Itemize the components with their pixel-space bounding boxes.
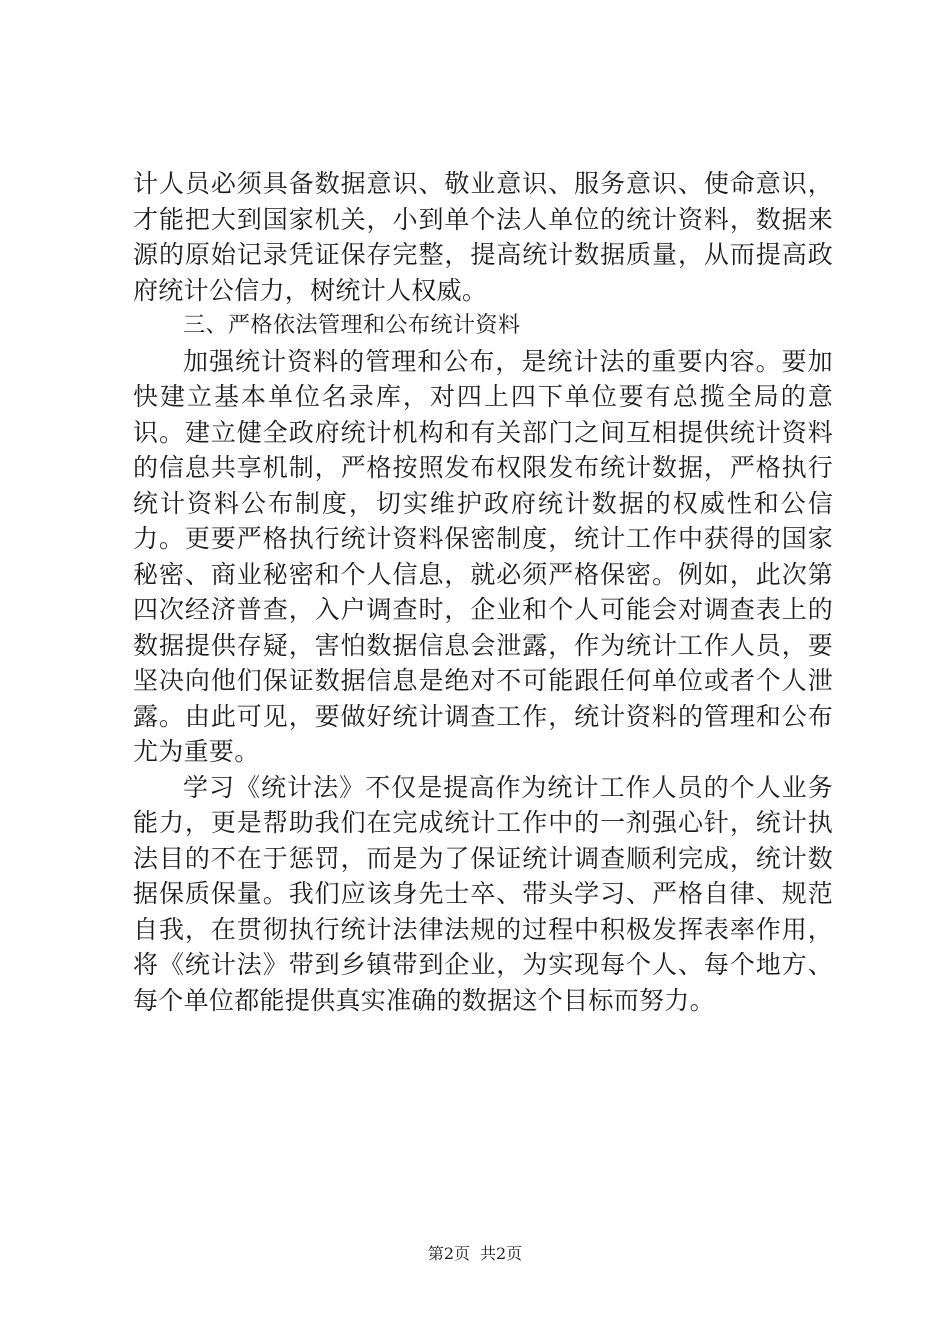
page-footer: [0, 1243, 950, 1265]
section-heading: 三、严格依法管理和公布统计资料: [183, 313, 521, 338]
document-body: [133, 166, 833, 1018]
paragraph-body: 加强统计资料的管理和公布，是统计法的重要内容。要加快建立基本单位名录库，对四上四下单位要有总揽全局的意识。建立健全政府统计机构和有关部门之间互相提供统计资料的信息共享机制，严格按照发布权限发布统计数据，严格执行统计资料公布制度，切实维护政府统计数据的权威性和公信力。更要严格执行统计资料保密制度，统计工作中获得的国家秘密、商业秘密和个人信息，就必须严格保密。例如，此次第四次经济普查，入户调查时，企业和个人可能会对调查表上的数据提供存疑，害怕数据信息会泄露，作为统计工作人员，要坚决向他们保证数据信息是绝对不可能跟任何单位或者个人泄露。由此可见，要做好统计调查工作，统计资料的管理和公布尤为重要。: [133, 346, 833, 766]
page-number: 第2页: [427, 1244, 470, 1263]
paragraph-continuation: 计人员必须具备数据意识、敬业意识、服务意识、使命意识，才能把大到国家机关，小到单个法人单位的统计资料，数据来源的原始记录凭证保存完整，提高统计数据质量，从而提高政府统计公信力，树统计人权威。: [133, 169, 833, 305]
page-total: 共2页: [480, 1244, 523, 1263]
paragraph-body: 学习《统计法》不仅是提高作为统计工作人员的个人业务能力，更是帮助我们在完成统计工作中的一剂强心针，统计执法目的不在于惩罚，而是为了保证统计调查顺利完成，统计数据保质保量。我们应该身先士卒、带头学习、严格自律、规范自我，在贯彻执行统计法律法规的过程中积极发挥表率作用，将《统计法》带到乡镇带到企业，为实现每个人、每个地方、每个单位都能提供真实准确的数据这个目标而努力。: [133, 772, 833, 1015]
